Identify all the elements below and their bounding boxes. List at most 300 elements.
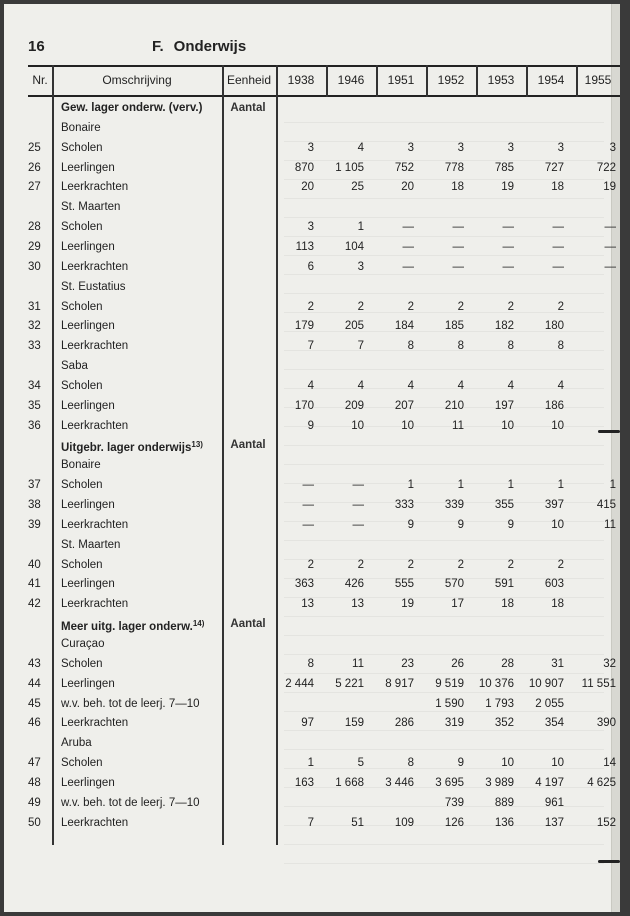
- table-cell: 7: [307, 340, 314, 353]
- table-subheading-row: [28, 733, 620, 753]
- table-cell: 1: [609, 479, 616, 492]
- table-row: [28, 416, 620, 436]
- row-description-text: Scholen: [61, 300, 103, 313]
- table-cell: 10: [351, 419, 364, 432]
- table-cell: 1: [457, 479, 464, 492]
- row-description: [61, 555, 103, 575]
- table-cell: 3: [307, 221, 314, 234]
- row-number: 32: [28, 320, 41, 333]
- row-description-text: Leerkrachten: [61, 181, 129, 194]
- table-cell: 19: [501, 181, 514, 194]
- table-cell: 354: [544, 717, 564, 730]
- table-cell: 18: [451, 181, 464, 194]
- row-number: 50: [28, 816, 41, 829]
- row-description-text: Gew. lager onderw. (verv.): [61, 102, 203, 114]
- table-cell: 11 551: [581, 677, 616, 690]
- row-number: 49: [28, 796, 41, 809]
- table-cell: 739: [444, 796, 464, 809]
- table-cell: 9: [307, 419, 314, 432]
- table-section-row: [28, 435, 620, 455]
- table-cell: 339: [444, 499, 464, 511]
- row-description: [61, 634, 104, 654]
- row-description: [61, 515, 128, 535]
- table-cell: 778: [444, 161, 464, 174]
- table-cell: 8 917: [385, 677, 414, 690]
- table-cell: 159: [344, 717, 364, 730]
- table-cell: 4: [557, 379, 564, 392]
- table-row: [28, 654, 620, 674]
- row-description-text: w.v. beh. tot de leerj. 7—10: [61, 697, 200, 710]
- table-cell: 2: [407, 300, 414, 313]
- table-row: [28, 376, 620, 396]
- col-header-year: 1952: [437, 73, 465, 87]
- table-cell: 14: [603, 757, 616, 770]
- table-row: [28, 495, 620, 515]
- table-cell: 397: [544, 499, 564, 511]
- table-cell: 18: [551, 598, 564, 611]
- table-cell: 10 907: [528, 677, 564, 690]
- table-cell: —: [302, 499, 314, 511]
- row-description: [61, 118, 101, 138]
- table-cell: 3: [507, 141, 514, 154]
- table-row: [28, 515, 620, 535]
- table-row: [28, 336, 620, 356]
- row-description-text: w.v. beh. tot de leerj. 7—10: [61, 796, 200, 809]
- row-description: [61, 594, 128, 614]
- row-number: 28: [28, 221, 41, 234]
- row-description: [61, 336, 128, 356]
- row-description: [61, 297, 103, 317]
- table-cell: —: [452, 240, 464, 253]
- table-cell: 184: [394, 320, 414, 333]
- table-cell: 961: [544, 796, 564, 809]
- table-cell: 23: [401, 657, 414, 670]
- row-description-text: Aruba: [61, 737, 92, 750]
- table-row: [28, 297, 620, 317]
- row-description-text: Leerlingen: [61, 320, 115, 333]
- table-cell: 11: [604, 518, 616, 531]
- table-cell: —: [302, 479, 314, 492]
- table-row: [28, 138, 620, 158]
- table-cell: 3: [307, 141, 314, 154]
- row-number: 29: [28, 240, 41, 253]
- table-cell: 4: [357, 379, 364, 392]
- row-description-text: Scholen: [61, 657, 103, 670]
- row-description: [61, 356, 88, 376]
- row-description-text: St. Maarten: [61, 201, 121, 214]
- col-divider: [576, 65, 578, 97]
- row-description-text: Leerkrachten: [61, 260, 129, 273]
- table-row: [28, 177, 620, 197]
- table-row: [28, 713, 620, 733]
- row-description-text: Leerlingen: [61, 677, 115, 690]
- table-cell: 785: [494, 161, 514, 174]
- table-cell: 570: [444, 578, 464, 591]
- col-header-year: 1953: [487, 73, 515, 87]
- table-cell: 10: [501, 419, 514, 432]
- table-subheading-row: [28, 118, 620, 138]
- table-cell: 152: [596, 816, 616, 829]
- row-description-text: Scholen: [61, 141, 103, 154]
- row-number: 34: [28, 379, 41, 392]
- table-cell: 210: [444, 399, 464, 412]
- table-cell: 2 055: [535, 697, 564, 710]
- table-cell: 333: [394, 499, 414, 511]
- row-number: 36: [28, 419, 41, 432]
- row-description-text: Leerkrachten: [61, 717, 129, 730]
- table-row: [28, 396, 620, 416]
- table-cell: 163: [294, 776, 314, 789]
- table-cell: 363: [294, 578, 314, 591]
- table-cell: 4 625: [587, 776, 616, 789]
- table-cell: —: [452, 221, 464, 234]
- table-cell: —: [402, 260, 414, 273]
- row-description: [61, 396, 115, 416]
- table-cell: 286: [394, 717, 414, 730]
- row-description-text: Leerkrachten: [61, 340, 129, 353]
- row-description-text: Curaçao: [61, 637, 105, 650]
- row-unit: Aantal: [230, 102, 266, 114]
- row-description-text: Leerlingen: [61, 399, 115, 412]
- row-description-text: Leerkrachten: [61, 816, 129, 829]
- table-cell: 1: [307, 757, 314, 770]
- table-cell: —: [552, 260, 564, 273]
- table-row: [28, 237, 620, 257]
- table-cell: 51: [351, 816, 364, 829]
- table-cell: 13: [301, 598, 314, 611]
- table-cell: 2: [557, 300, 564, 313]
- row-description: [61, 495, 115, 515]
- table-cell: 1: [557, 479, 564, 492]
- table-cell: 180: [544, 320, 564, 333]
- table-cell: 9: [407, 518, 414, 531]
- row-number: 27: [28, 181, 41, 194]
- table-cell: 752: [394, 161, 414, 174]
- table-cell: 603: [544, 578, 564, 591]
- chapter-letter: F.: [152, 38, 164, 55]
- table-cell: 2: [357, 300, 364, 313]
- table-subheading-row: [28, 197, 620, 217]
- row-description: [61, 177, 128, 197]
- col-header-year: 1938: [287, 73, 315, 87]
- table-cell: 2: [307, 558, 314, 571]
- footnote-marker: 13): [191, 440, 203, 450]
- table-cell: —: [552, 240, 564, 253]
- row-unit: Aantal: [230, 439, 266, 452]
- table-row: [28, 217, 620, 237]
- row-number: 25: [28, 141, 41, 154]
- col-header-omschrijving: Omschrijving: [102, 73, 172, 87]
- table-row: [28, 753, 620, 773]
- table-section-row: [28, 98, 620, 118]
- table-cell: —: [352, 499, 364, 511]
- row-description: [61, 416, 128, 436]
- table-cell: 207: [394, 399, 414, 412]
- row-description: [61, 574, 115, 594]
- row-description-text: St. Eustatius: [61, 280, 126, 293]
- row-description: [61, 217, 103, 237]
- table-cell: —: [604, 221, 616, 234]
- col-header-year: 1951: [387, 73, 415, 87]
- table-cell: 137: [544, 816, 564, 829]
- table-cell: 109: [394, 816, 414, 829]
- table-cell: 4: [307, 379, 314, 392]
- table-cell: 170: [294, 399, 314, 412]
- table-cell: 186: [544, 399, 564, 412]
- table-cell: 126: [444, 816, 464, 829]
- table-cell: 10: [551, 757, 564, 770]
- table-cell: 1 668: [335, 776, 364, 789]
- row-description: [61, 455, 101, 475]
- table-cell: 3 695: [435, 776, 464, 789]
- document-page: [4, 4, 620, 912]
- table-cell: 722: [596, 161, 616, 174]
- row-description: [61, 376, 103, 396]
- table-cell: 415: [596, 499, 616, 511]
- table-row: [28, 257, 620, 277]
- table-cell: 4: [457, 379, 464, 392]
- chapter-heading: [152, 38, 246, 55]
- row-description: [61, 316, 115, 336]
- table-cell: 97: [301, 717, 314, 730]
- table-cell: 8: [507, 340, 514, 353]
- table-cell: 28: [501, 657, 514, 670]
- row-description: [61, 197, 120, 217]
- table-cell: 19: [401, 598, 414, 611]
- row-description: [61, 733, 92, 753]
- row-number: 26: [28, 161, 41, 174]
- table-row: [28, 574, 620, 594]
- table-cell: 13: [351, 598, 364, 611]
- table-cell: 4 197: [535, 776, 564, 789]
- table-cell: 555: [394, 578, 414, 591]
- row-description-text: Scholen: [61, 221, 103, 234]
- table-cell: 3: [407, 141, 414, 154]
- table-cell: —: [402, 221, 414, 234]
- table-cell: 1: [407, 479, 414, 492]
- row-number: 42: [28, 598, 41, 611]
- table-cell: —: [502, 240, 514, 253]
- table-cell: 17: [451, 598, 464, 611]
- table-cell: 7: [307, 816, 314, 829]
- table-cell: 8: [307, 657, 314, 670]
- table-cell: 20: [401, 181, 414, 194]
- table-cell: 11: [352, 657, 364, 670]
- table-cell: 10: [501, 757, 514, 770]
- col-header-nr: Nr.: [32, 73, 48, 87]
- table-cell: 179: [294, 320, 314, 333]
- table-cell: —: [502, 221, 514, 234]
- row-description-text: Leerlingen: [61, 161, 115, 174]
- table-cell: 18: [551, 181, 564, 194]
- table-row: [28, 158, 620, 178]
- table-header-rule: [28, 95, 620, 97]
- table-cell: 25: [351, 181, 364, 194]
- table-cell: 727: [544, 161, 564, 174]
- row-description: [61, 793, 200, 813]
- table-cell: 6: [307, 260, 314, 273]
- row-description-text: Scholen: [61, 479, 103, 492]
- table-cell: 2 444: [285, 677, 314, 690]
- row-description-text: St. Maarten: [61, 538, 121, 551]
- row-description: [61, 138, 103, 158]
- table-row: [28, 475, 620, 495]
- table-cell: 197: [494, 399, 514, 412]
- table-cell: 32: [603, 657, 616, 670]
- col-header-year: 1954: [537, 73, 565, 87]
- row-description: [61, 475, 103, 495]
- table-cell: 4: [507, 379, 514, 392]
- table-cell: 8: [407, 340, 414, 353]
- row-description-text: Scholen: [61, 558, 103, 571]
- table-cell: 9: [457, 757, 464, 770]
- row-number: 33: [28, 340, 41, 353]
- table-cell: 4: [357, 141, 364, 154]
- table-cell: 10: [551, 518, 564, 531]
- table-cell: 3: [457, 141, 464, 154]
- table-cell: 205: [344, 320, 364, 333]
- table-cell: 8: [407, 757, 414, 770]
- col-divider: [376, 65, 378, 97]
- table-cell: —: [352, 518, 364, 531]
- row-number: 47: [28, 757, 41, 770]
- row-number: 37: [28, 479, 41, 492]
- statistics-table: [28, 65, 620, 845]
- row-description-text: Scholen: [61, 757, 103, 770]
- row-number: 30: [28, 260, 41, 273]
- table-cell: 3 989: [485, 776, 514, 789]
- table-cell: 355: [494, 499, 514, 511]
- table-cell: 26: [451, 657, 464, 670]
- row-description-text: Leerkrachten: [61, 419, 129, 432]
- table-cell: 20: [301, 181, 314, 194]
- table-row: [28, 555, 620, 575]
- row-description-text: Saba: [61, 360, 88, 373]
- row-description: [61, 158, 115, 178]
- table-cell: 5: [357, 757, 364, 770]
- row-description: [61, 535, 120, 555]
- row-description: [61, 277, 126, 297]
- page-number: 16: [28, 38, 45, 55]
- table-cell: 390: [596, 717, 616, 730]
- table-cell: 1: [357, 221, 364, 234]
- table-cell: 426: [344, 578, 364, 591]
- table-subheading-row: [28, 634, 620, 654]
- table-cell: 3: [357, 260, 364, 273]
- table-cell: 9: [457, 518, 464, 531]
- row-description: [61, 98, 202, 118]
- table-cell: 1 590: [435, 697, 464, 710]
- col-divider: [476, 65, 478, 97]
- table-cell: —: [352, 479, 364, 492]
- row-number: 35: [28, 399, 41, 412]
- table-section-row: [28, 614, 620, 634]
- row-description: [61, 654, 103, 674]
- table-cell: 2: [307, 300, 314, 313]
- footnote-marker: 14): [192, 619, 205, 629]
- table-cell: 10: [401, 419, 414, 432]
- col-divider: [326, 65, 328, 97]
- table-cell: 104: [344, 240, 364, 253]
- row-description-text: Uitgebr. lager onderwijs: [61, 442, 192, 455]
- table-subheading-row: [28, 455, 620, 475]
- table-cell: 3: [557, 141, 564, 154]
- col-divider: [426, 65, 428, 97]
- table-cell: 2: [357, 558, 364, 571]
- table-cell: 8: [457, 340, 464, 353]
- table-cell: 3 446: [385, 776, 414, 789]
- table-cell: 7: [357, 340, 364, 353]
- chapter-title: Onderwijs: [173, 38, 247, 55]
- row-description-text: Leerlingen: [61, 776, 115, 789]
- table-cell: —: [452, 260, 464, 273]
- table-subheading-row: [28, 356, 620, 376]
- row-number: 46: [28, 717, 41, 730]
- table-cell: 9: [507, 518, 514, 531]
- table-row: [28, 316, 620, 336]
- table-row: [28, 674, 620, 694]
- table-cell: 591: [494, 578, 514, 591]
- row-description-text: Scholen: [61, 379, 103, 392]
- row-number: 41: [28, 578, 41, 591]
- table-cell: 3: [609, 141, 616, 154]
- row-number: 39: [28, 518, 41, 531]
- table-cell: —: [604, 260, 616, 273]
- row-number: 45: [28, 697, 41, 710]
- row-description-text: Leerkrachten: [61, 598, 129, 611]
- table-row: [28, 813, 620, 833]
- row-description: [61, 813, 128, 833]
- row-unit: Aantal: [230, 618, 266, 631]
- table-cell: 136: [494, 816, 514, 829]
- table-row: [28, 694, 620, 714]
- table-cell: 5 221: [335, 677, 364, 690]
- table-cell: 1 105: [335, 161, 364, 174]
- row-description: [61, 753, 103, 773]
- row-number: 38: [28, 499, 41, 511]
- table-cell: 1: [507, 479, 514, 492]
- row-description-text: Bonaire: [61, 459, 101, 472]
- row-description: [61, 694, 200, 714]
- table-cell: —: [604, 240, 616, 253]
- row-description-text: Leerkrachten: [61, 518, 129, 531]
- table-cell: 1 793: [485, 697, 514, 710]
- row-description: [61, 674, 115, 694]
- table-cell: 19: [603, 181, 616, 194]
- table-cell: —: [552, 221, 564, 234]
- table-cell: 209: [344, 399, 364, 412]
- row-number: 40: [28, 558, 41, 571]
- row-number: 43: [28, 657, 41, 670]
- col-header-year: 1955: [584, 73, 612, 87]
- table-cell: 113: [295, 240, 314, 253]
- table-cell: 352: [494, 717, 514, 730]
- col-header-eenheid: Eenheid: [226, 73, 272, 87]
- table-cell: 9 519: [435, 677, 464, 690]
- table-cell: 31: [551, 657, 564, 670]
- col-header-year: 1946: [337, 73, 365, 87]
- table-cell: 10 376: [478, 677, 514, 690]
- row-description-text: Meer uitg. lager onderw.: [61, 621, 193, 634]
- row-description-text: Leerlingen: [61, 499, 115, 511]
- table-cell: 889: [494, 796, 514, 809]
- row-description: [61, 713, 128, 733]
- row-number: 31: [28, 300, 41, 313]
- table-cell: —: [502, 260, 514, 273]
- table-cell: 2: [457, 558, 464, 571]
- table-cell: 2: [457, 300, 464, 313]
- table-cell: —: [402, 240, 414, 253]
